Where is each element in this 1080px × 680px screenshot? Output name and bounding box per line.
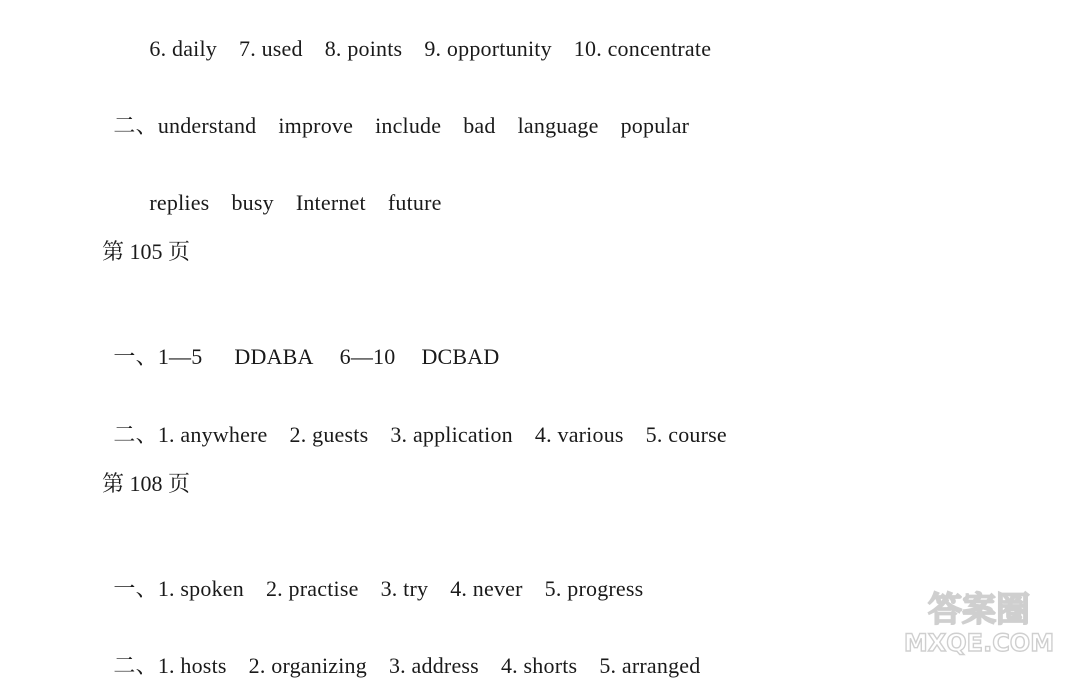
answer-item: 6—10 [339,344,396,369]
answer-item: 3. application [390,422,513,447]
answer-item: 4. never [450,576,523,601]
answer-item: include [375,113,442,138]
answer-item: 5. progress [544,576,644,601]
answer-item: 1. anywhere [157,422,268,447]
answer-item: 2. guests [289,422,369,447]
answer-item: 4. various [534,422,624,447]
answer-line-5 [102,315,499,371]
answer-item: 4. shorts [500,653,578,678]
answer-item: bad [463,113,496,138]
section-marker: 一、 [113,576,158,601]
answer-item: 1. hosts [157,653,227,678]
watermark-domain: MXQE.COM [903,629,1055,657]
answer-item: Internet [295,190,366,215]
answer-item: 8. points [324,36,403,61]
answer-item: busy [231,190,274,215]
answer-item: improve [278,113,354,138]
page-heading-105: 第 105 页 [102,239,191,264]
watermark-title: 答案圈 [928,590,1030,630]
answer-item: 2. practise [265,576,359,601]
answer-item: 1—5 [157,344,203,369]
answer-item: 10. concentrate [573,36,712,61]
answer-item: 6. daily [149,36,217,61]
answer-line-2 [102,84,689,140]
answer-item: future [387,190,442,215]
answer-line-9 [102,624,700,680]
answer-item: 2. organizing [248,653,367,678]
answer-item: 3. address [388,653,479,678]
answer-line-8 [102,547,643,603]
answer-item: replies [149,190,210,215]
answer-item: 1. spoken [157,576,244,601]
answer-item: 3. try [380,576,429,601]
answer-item: 5. arranged [599,653,701,678]
answer-item: 5. course [645,422,727,447]
answer-item: DCBAD [421,344,500,369]
section-marker: 二、 [113,653,158,678]
page-heading-108: 第 108 页 [102,471,191,496]
answer-line-1 [138,7,711,63]
answer-line-6 [102,393,727,449]
answer-line-3 [138,161,442,217]
section-marker: 二、 [113,113,158,138]
answer-item: language [517,113,599,138]
section-marker: 一、 [113,344,158,369]
answer-item: DDABA [234,344,314,369]
watermark-logo [884,587,1074,657]
section-marker: 二、 [113,422,158,447]
answer-item: 9. opportunity [424,36,552,61]
answer-item: 7. used [239,36,303,61]
answer-item: popular [620,113,690,138]
answer-item: understand [157,113,257,138]
